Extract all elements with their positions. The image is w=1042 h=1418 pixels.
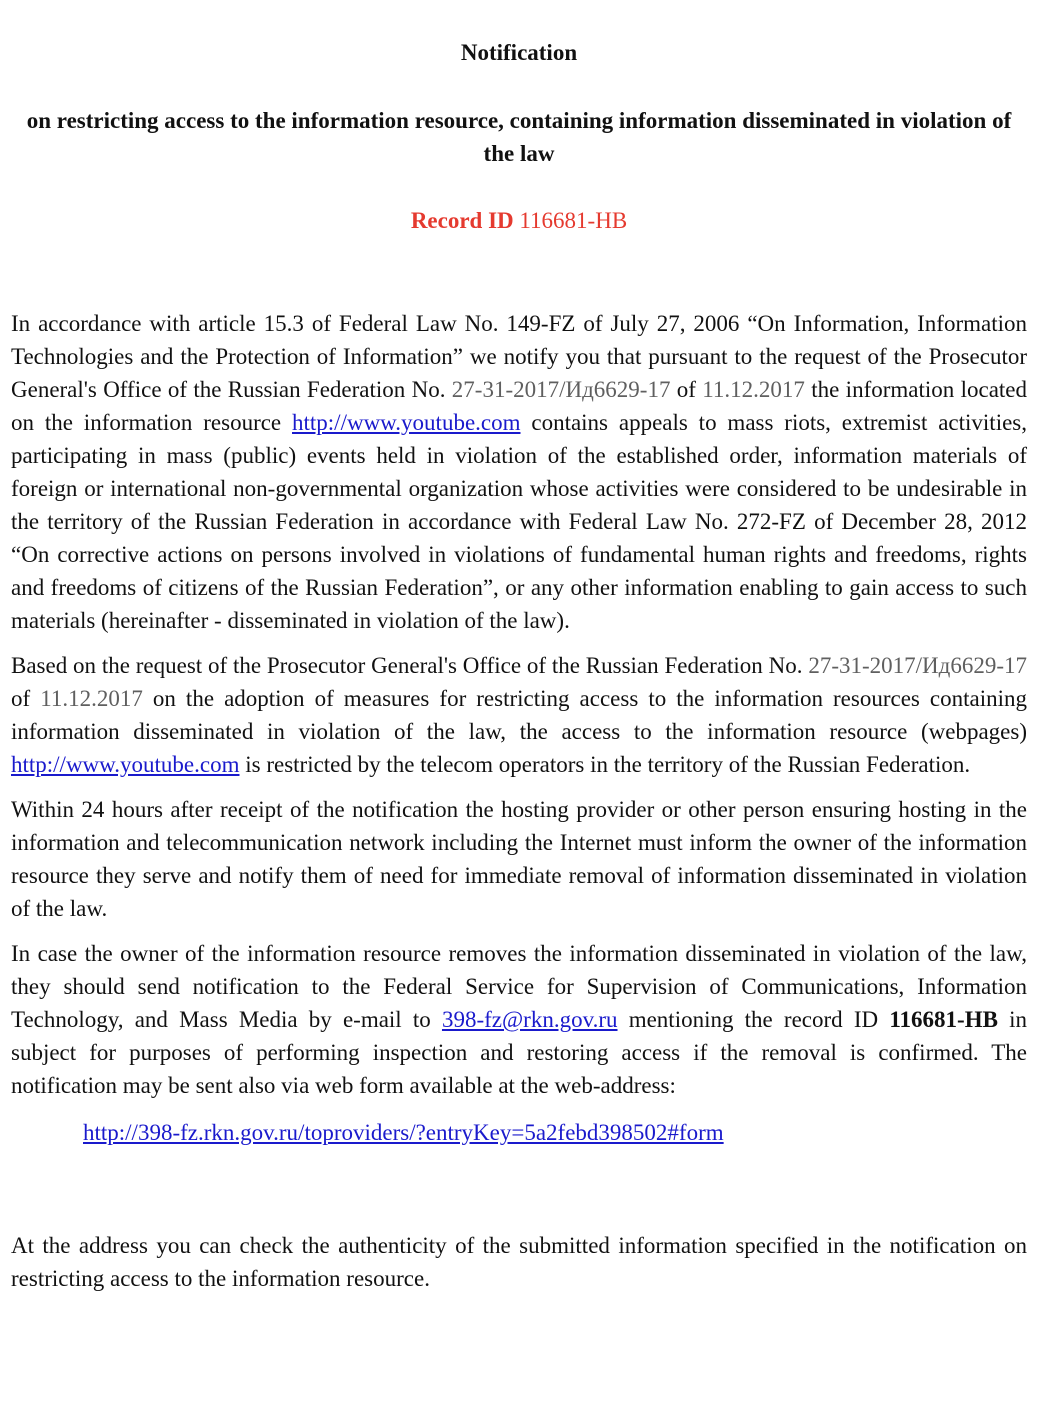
p1-resource-link[interactable]: http://www.youtube.com <box>292 410 521 435</box>
notification-document <box>11 0 1027 1295</box>
p1-request-date: 11.12.2017 <box>702 377 805 402</box>
p1-text-4: contains appeals to mass riots, extremist activities, participating in mass (public) events held in violation of the established order, information materials of foreign or international non-governmental organization whose activities were considered to be undesirable in the territory of the Russian Federation in accordance with Federal Law No. 272-FZ of December 28, 2012 “On corrective actions on persons involved in violations of fundamental human rights and freedoms, rights and freedoms of citizens of the Russian Federation”, or any other information enabling to gain access to such materials (hereinafter - disseminated in violation of the law). <box>11 410 1027 633</box>
paragraph-legal-basis <box>11 307 1027 637</box>
p4-text-2: mentioning the record ID <box>617 1007 890 1032</box>
p1-text-1: In accordance with article 15.3 of Federal Law No. 149-FZ of July 27, 2006 “On Information, Information Technologies and the Protection of Information” we notify you that pursuant to the request of the Prosecutor General's Office of the Russian Federation No. <box>11 311 1027 402</box>
paragraph-removal-notification <box>11 937 1027 1102</box>
p4-record-id: 116681-HB <box>889 1007 998 1032</box>
web-form-url-line <box>83 1116 1027 1149</box>
document-title: Notification <box>460 40 578 65</box>
p4-text-1: In case the owner of the information resource removes the information disseminated in violation of the law, they should send notification to the Federal Service for Supervision of Communications, Information Technology, and Mass Media by e-mail to <box>11 941 1027 1032</box>
paragraph-hosting-provider: Within 24 hours after receipt of the notification the hosting provider or other person ensuring hosting in the information and telecommunication network including the Internet must inform the owner of the information resource they serve and notify them of need for immediate removal of information disseminated in violation of the law. <box>11 797 1027 921</box>
p1-text-3: the information located on the information resource <box>11 377 1027 435</box>
p2-text-1: Based on the request of the Prosecutor General's Office of the Russian Federation No. <box>11 653 809 678</box>
email-link[interactable]: 398-fz@rkn.gov.ru <box>441 1007 618 1032</box>
p2-text-2: of <box>11 686 41 711</box>
p2-request-date: 11.12.2017 <box>40 686 143 711</box>
record-id-line <box>11 206 1027 236</box>
p1-text-2: of <box>670 377 703 402</box>
p2-text-4: is restricted by the telecom operators in the territory of the Russian Federation. <box>239 752 971 777</box>
record-id-label: Record ID <box>410 208 514 233</box>
p2-text-3: on the adoption of measures for restricting access to the information resources containing information disseminated in violation of the law, the access to the information resource (webpages) <box>11 686 1027 744</box>
document-subtitle: on restricting access to the information resource, containing information disseminated in violation of the law <box>26 108 1012 166</box>
p2-resource-link[interactable]: http://www.youtube.com <box>11 752 240 777</box>
p2-request-number: 27-31-2017/Ид6629-17 <box>808 653 1027 678</box>
web-form-link[interactable]: http://398-fz.rkn.gov.ru/toproviders/?entryKey=5a2febd398502#form <box>83 1120 724 1145</box>
paragraph-authenticity: At the address you can check the authenticity of the submitted information specified in the notification on restricting access to the information resource. <box>11 1233 1027 1291</box>
p1-request-number: 27-31-2017/Ид6629-17 <box>451 377 671 402</box>
p4-text-3: in subject for purposes of performing inspection and restoring access if the removal is confirmed. The notification may be sent also via web form available at the web-address: <box>11 1007 1028 1098</box>
paragraph-restriction <box>11 649 1027 781</box>
record-id-value: 116681-HB <box>519 208 628 233</box>
